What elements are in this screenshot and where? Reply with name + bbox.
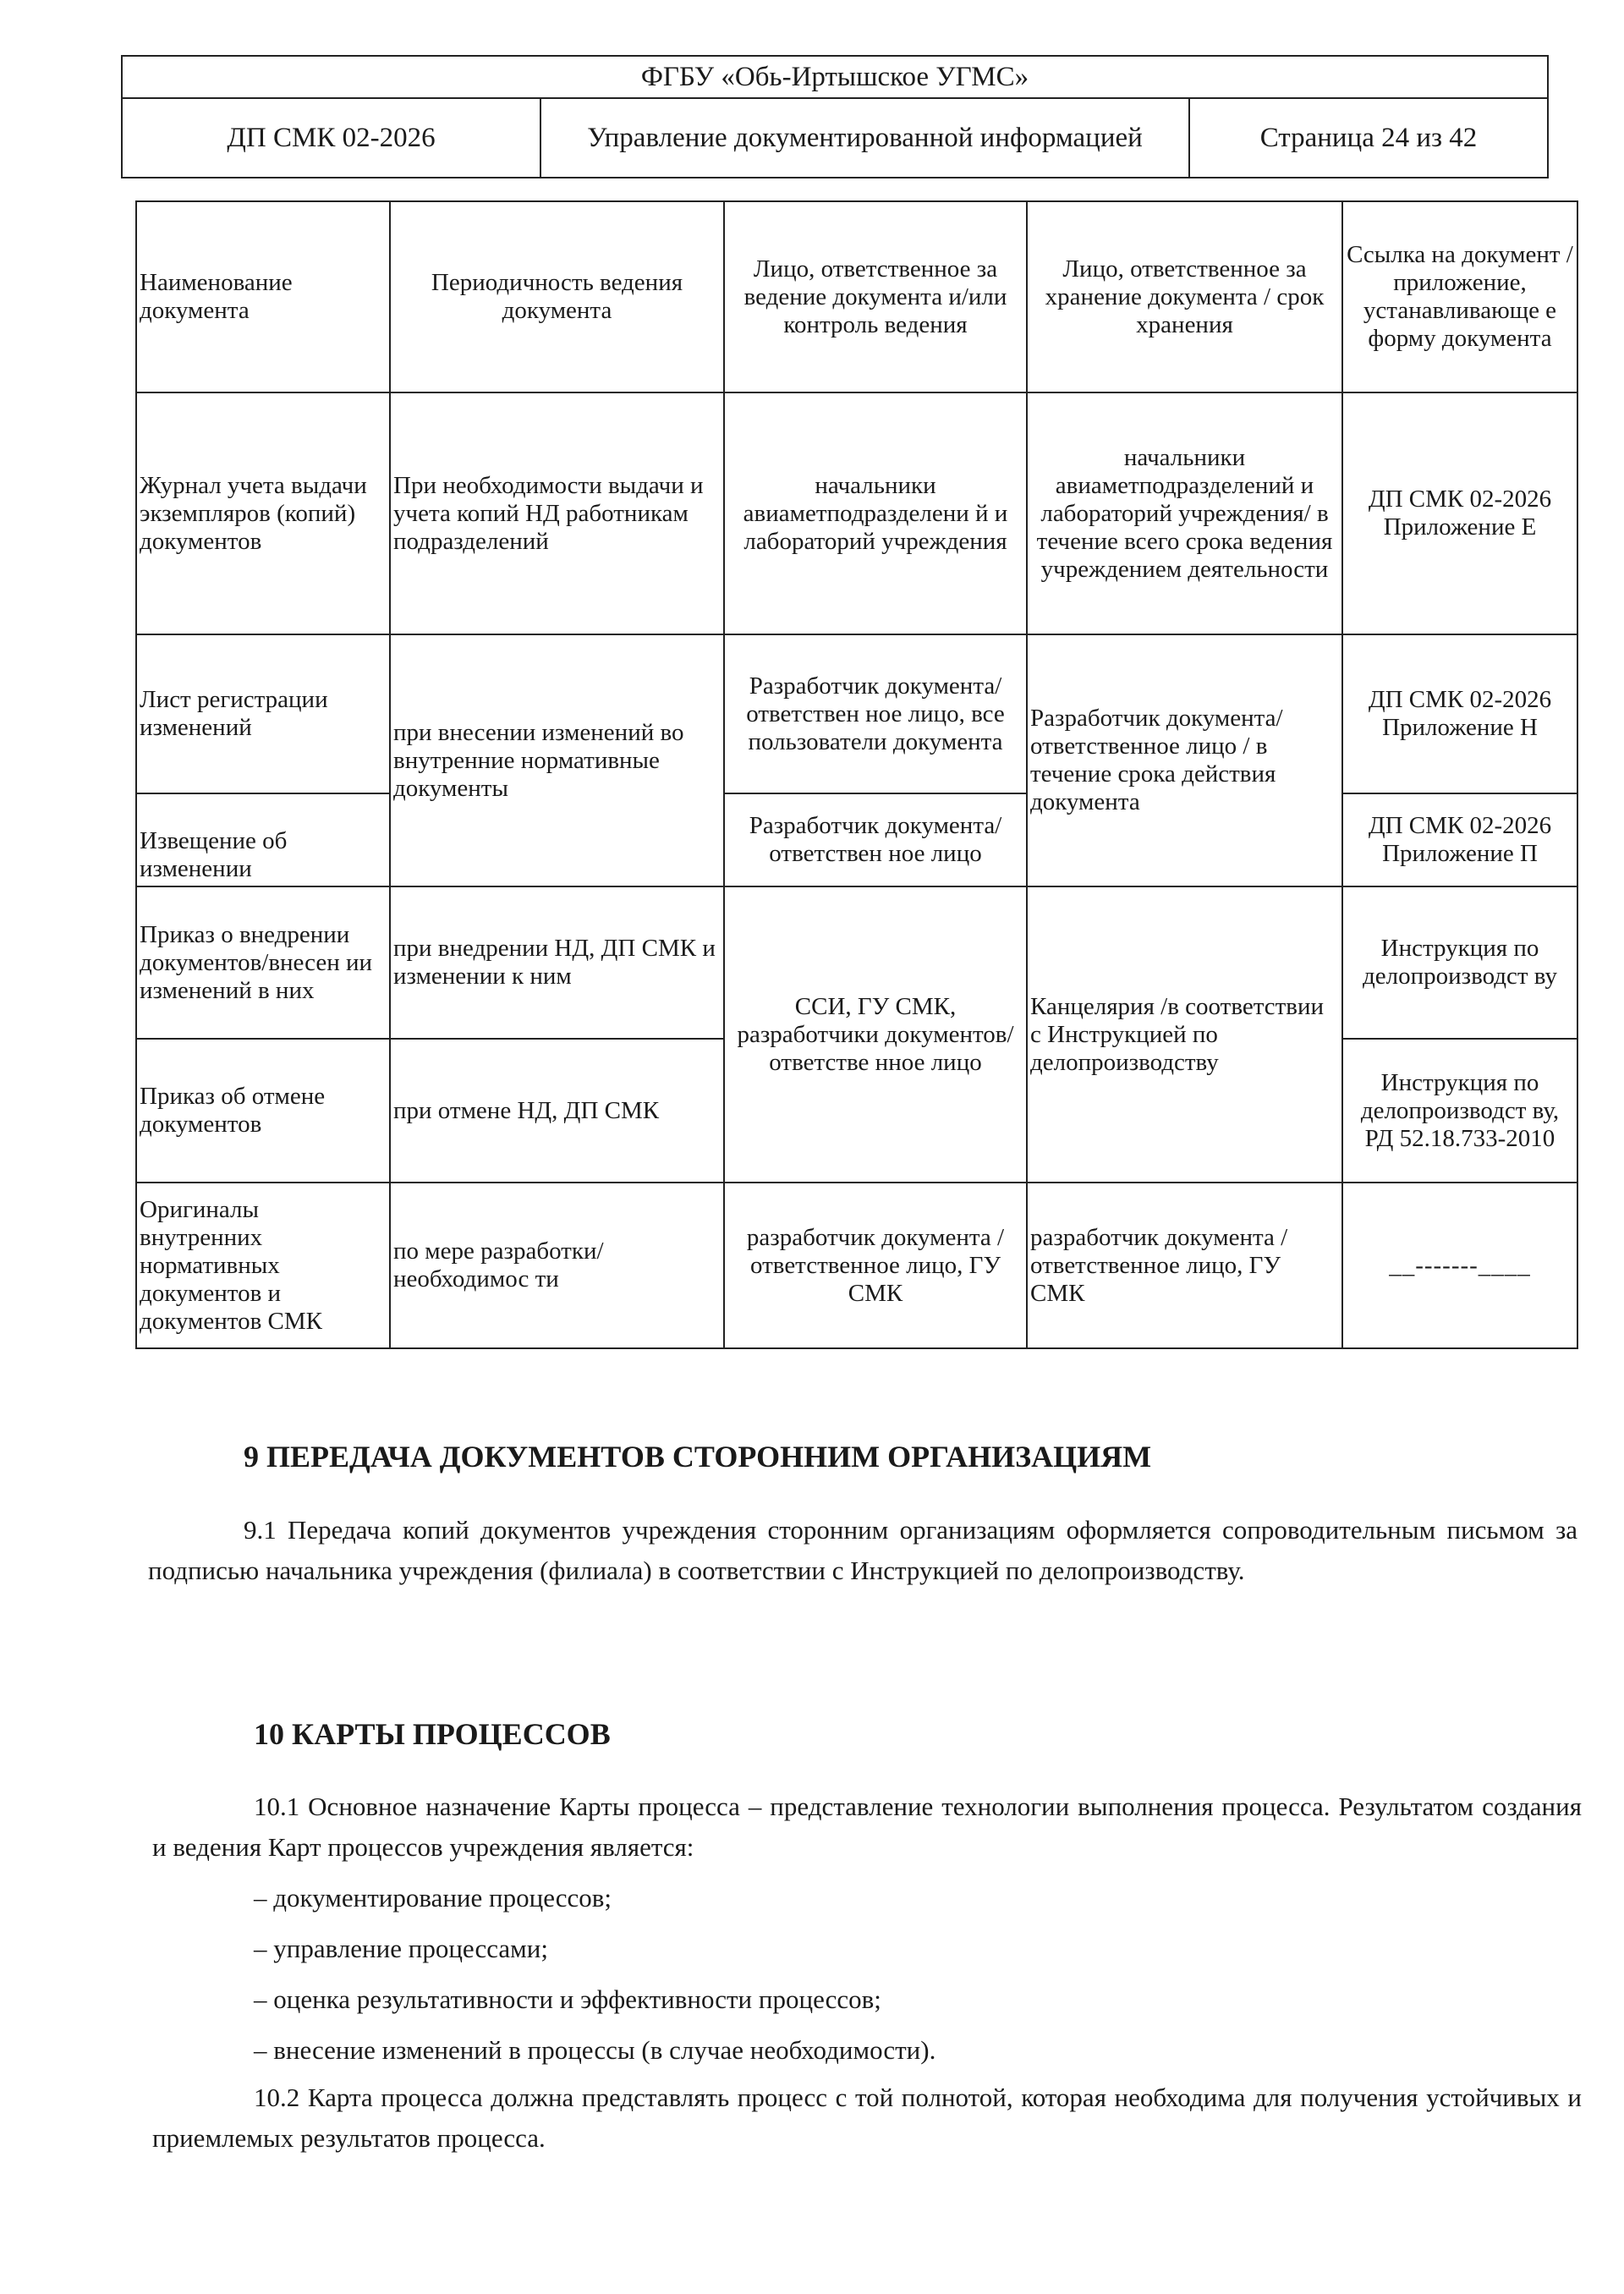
header-cell-responsible: Лицо, ответственное за ведение документа и/или контроль ведения — [724, 201, 1027, 392]
cell-storage: Разработчик документа/ ответственное лицо / в течение срока действия документа — [1027, 634, 1342, 886]
cell-period: При необходимости выдачи и учета копий НД работникам подразделений — [390, 392, 724, 634]
document-code: ДП СМК 02-2026 — [123, 99, 541, 177]
cell-reference: __-------____ — [1342, 1183, 1577, 1348]
cell-reference: Инструкция по делопроизводст ву, РД 52.18.733-2010 — [1342, 1039, 1577, 1183]
table-row — [136, 392, 1577, 634]
header-cell-period: Периодичность ведения документа — [390, 201, 724, 392]
cell-name: Журнал учета выдачи экземпляров (копий) документов — [136, 392, 390, 634]
cell-name: Извещение об изменении — [136, 793, 390, 886]
cell-responsible: Разработчик документа/ответствен ное лицо — [724, 793, 1027, 886]
list-item: – оценка результативности и эффективности процессов; — [254, 1984, 881, 2014]
cell-reference: Инструкция по делопроизводст ву — [1342, 886, 1577, 1039]
cell-reference: ДП СМК 02-2026 Приложение Н — [1342, 634, 1577, 793]
cell-responsible: разработчик документа /ответственное лицо, ГУ СМК — [724, 1183, 1027, 1348]
cell-period: при отмене НД, ДП СМК — [390, 1039, 724, 1183]
section-9-title: 9 ПЕРЕДАЧА ДОКУМЕНТОВ СТОРОННИМ ОРГАНИЗАЦИЯМ — [244, 1440, 1152, 1474]
section-10-paragraph-1: 10.1 Основное назначение Карты процесса – представление технологии выполнения процесса. Результатом создания и ведения Карт процессов учреждения является: — [152, 1792, 1582, 1862]
section-10-paragraph-2: 10.2 Карта процесса должна представлять процесс с той полнотой, которая необходима для получения устойчивых и приемлемых результатов процесса. — [152, 2083, 1582, 2153]
cell-period: по мере разработки/необходимос ти — [390, 1183, 724, 1348]
table-row — [136, 1183, 1577, 1348]
cell-responsible: Разработчик документа/ответствен ное лицо, все пользователи документа — [724, 634, 1027, 793]
header-cell-reference: Ссылка на документ / приложение, устанавливающе е форму документа — [1342, 201, 1577, 392]
cell-period: при внедрении НД, ДП СМК и изменении к ним — [390, 886, 724, 1039]
cell-responsible: начальники авиаметподразделени й и лабораторий учреждения — [724, 392, 1027, 634]
cell-name: Приказ о внедрении документов/внесен ии изменений в них — [136, 886, 390, 1039]
cell-storage: Канцелярия /в соответствии с Инструкцией по делопроизводству — [1027, 886, 1342, 1183]
table-header-row — [136, 201, 1577, 392]
list-item: – документирование процессов; — [254, 1883, 612, 1913]
list-item: – управление процессами; — [254, 1934, 548, 1963]
cell-responsible: ССИ, ГУ СМК, разработчики документов/ответстве нное лицо — [724, 886, 1027, 1183]
cell-storage: разработчик документа /ответственное лицо, ГУ СМК — [1027, 1183, 1342, 1348]
table-row — [136, 634, 1577, 793]
cell-reference: ДП СМК 02-2026 Приложение Е — [1342, 392, 1577, 634]
cell-storage: начальники авиаметподразделений и лабораторий учреждения/ в течение всего срока ведения учреждением деятельности — [1027, 392, 1342, 634]
cell-name: Приказ об отмене документов — [136, 1039, 390, 1183]
cell-name: Лист регистрации изменений — [136, 634, 390, 793]
section-10-title: 10 КАРТЫ ПРОЦЕССОВ — [254, 1717, 611, 1751]
table-row — [136, 793, 1577, 886]
records-table — [135, 200, 1578, 1349]
list-item: – внесение изменений в процессы (в случае необходимости). — [254, 2035, 936, 2065]
document-header — [121, 55, 1549, 178]
organization-name: ФГБУ «Обь-Иртышское УГМС» — [123, 57, 1547, 99]
cell-period: при внесении изменений во внутренние нормативные документы — [390, 634, 724, 886]
header-cell-storage: Лицо, ответственное за хранение документа / срок хранения — [1027, 201, 1342, 392]
header-cell-name: Наименование документа — [136, 201, 390, 392]
table-row — [136, 886, 1577, 1039]
cell-name: Оригиналы внутренних нормативных документов и документов СМК — [136, 1183, 390, 1348]
document-title: Управление документированной информацией — [541, 99, 1190, 177]
section-9-paragraph: 9.1 Передача копий документов учреждения сторонним организациям оформляется сопроводительным письмом за подписью начальника учреждения (филиала) в соответствии с Инструкцией по делопроизводству. — [148, 1515, 1577, 1585]
page-number: Страница 24 из 42 — [1259, 123, 1478, 153]
cell-reference: ДП СМК 02-2026 Приложение П — [1342, 793, 1577, 886]
